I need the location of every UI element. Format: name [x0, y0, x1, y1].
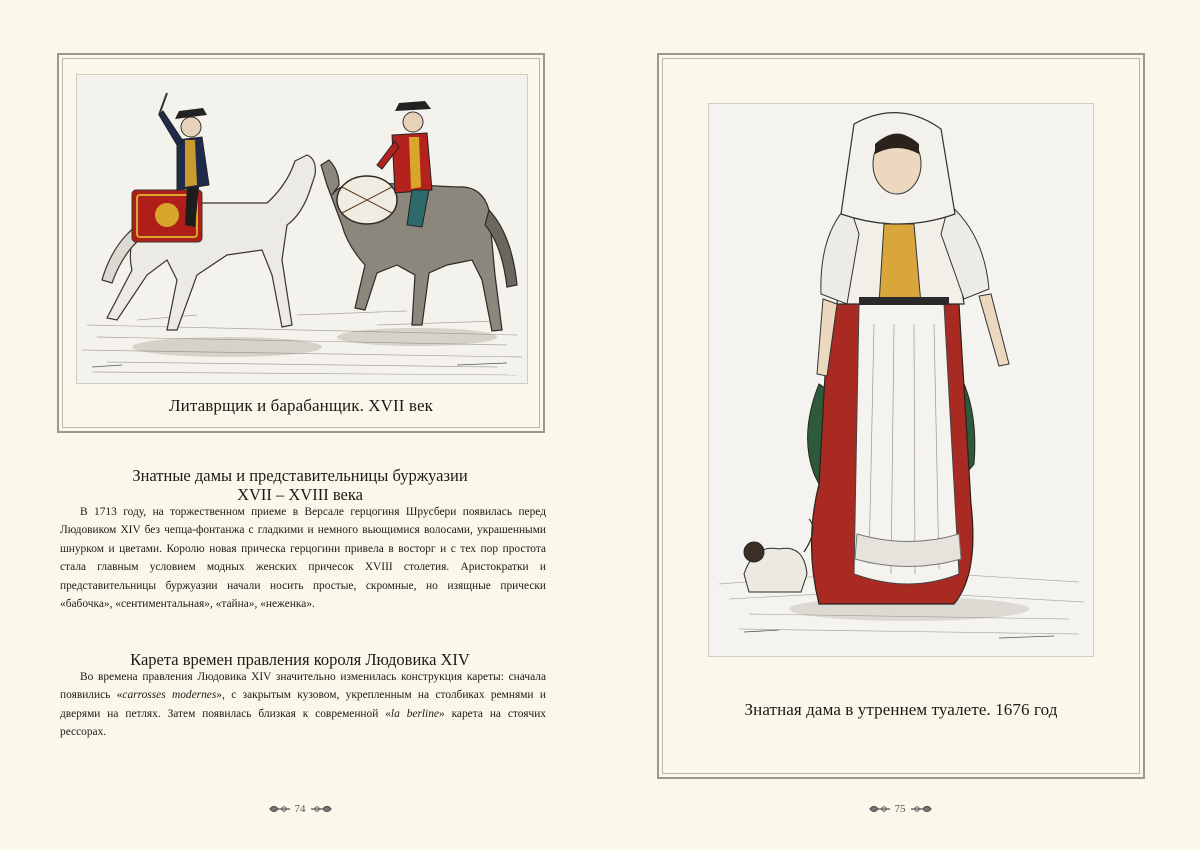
right-page — [600, 0, 1200, 850]
plate-caption: Литаврщик и барабанщик. XVII век — [169, 396, 433, 415]
body-text-run: » карета на стоячих рессорах. — [60, 707, 546, 739]
page-number-right — [600, 803, 1200, 815]
section-heading-ladies — [60, 466, 540, 504]
section-body-carriage — [60, 668, 546, 742]
heading-line: Знатные дамы и представительницы буржуазии — [132, 466, 468, 485]
page-number: 74 — [294, 803, 306, 815]
italic-term: la berline — [390, 707, 439, 720]
plate-frame-riders — [57, 53, 545, 433]
section-heading-carriage: Карета времен правления короля Людовика XIV — [130, 650, 470, 669]
engraving-riders-illustration — [76, 74, 528, 384]
page-number-left — [0, 803, 600, 815]
body-text-run: », с закрытым кузовом, укрепленным на столбиках ремнями и дверями на петлях. Затем появилась близкая к современной « — [60, 689, 546, 720]
heading-line: XVII – XVIII века — [237, 485, 363, 504]
plate-frame-lady — [657, 53, 1145, 779]
folio-ornament-icon — [869, 804, 891, 814]
folio-ornament-icon — [910, 804, 932, 814]
plate-caption: Знатная дама в утреннем туалете. 1676 год — [744, 700, 1058, 719]
italic-term: carrosses modernes — [122, 689, 217, 702]
engraving-lady-illustration — [708, 103, 1094, 657]
section-body-ladies: В 1713 году, на торжественном приеме в Версале герцогиня Шрусбери появилась перед Людовиком XIV без чепца-фонтанжа с гладкими и немного вьющимися волосами, украшенными шнурком и цветами. Королю новая прическа герцогини привела в восторг и с тех пор простота стала главным условием модных женских причесок XVIII столетия. Аристократки и представительницы буржуазии начали носить простые, скромные, но изящные прически «бабочка», «сентиментальная», «тайна», «неженка». — [60, 506, 546, 611]
body-text-run: Во времена правления Людовика XIV значительно изменилась конструкция кареты: сначала появились « — [60, 671, 546, 702]
page-number: 75 — [894, 803, 906, 815]
folio-ornament-icon — [269, 804, 291, 814]
folio-ornament-icon — [310, 804, 332, 814]
